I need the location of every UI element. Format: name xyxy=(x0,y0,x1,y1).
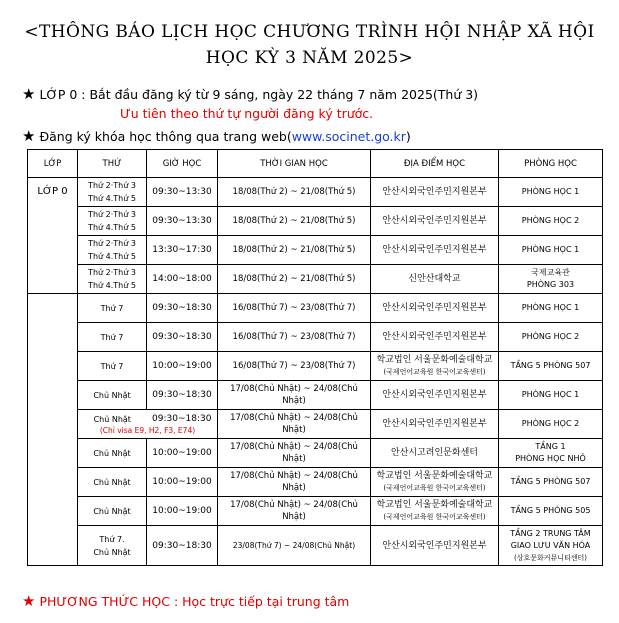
period-cell: 17/08(Chủ Nhật) ~ 24/08(Chủ Nhật) xyxy=(218,468,371,497)
header-day: THỨ xyxy=(78,150,147,178)
room-cell: PHÒNG HỌC 1 xyxy=(499,381,603,410)
room-line: PHÒNG 303 xyxy=(526,280,575,289)
day-line: Thứ 4.Thứ 5 xyxy=(88,252,136,261)
period-cell: 18/08(Thứ 2) ~ 21/08(Thứ 5) xyxy=(218,265,371,294)
location-line: 학교법인 서울문화예술대학교 xyxy=(376,500,493,510)
day-time-wrap xyxy=(78,413,217,426)
period-cell: 17/08(Chủ Nhật) ~ 24/08(Chủ Nhật) xyxy=(218,410,371,439)
day-cell: Chủ Nhật xyxy=(93,414,131,424)
period-cell: 16/08(Thứ 7) ~ 23/08(Thứ 7) xyxy=(218,294,371,323)
period-cell: 23/08(Thứ 7) ~ 24/08(Chủ Nhật) xyxy=(218,526,371,566)
time-cell: 14:00~18:00 xyxy=(147,265,218,294)
room-cell: PHÒNG HỌC 1 xyxy=(499,178,603,207)
time-cell: 09:30~18:30 xyxy=(152,413,212,424)
header-location: ĐỊA ĐIỂM HỌC xyxy=(371,150,499,178)
table-row xyxy=(28,352,603,381)
notice-class0-text: LỚP 0 : Bắt đầu đăng ký từ 9 sáng, ngày 22 tháng 7 năm 2025(Thứ 3) xyxy=(39,87,479,102)
location-line: 학교법인 서울문화예술대학교 xyxy=(376,355,493,365)
location-cell xyxy=(371,468,499,497)
room-line: GIAO LƯU VĂN HÓA xyxy=(510,540,591,550)
location-cell: 안산시외국인주민지원본부 xyxy=(371,294,499,323)
class-cell: LỚP 0 xyxy=(28,178,78,294)
location-line: (국제언어교육원 한국어교육센터) xyxy=(383,368,486,376)
day-line: Thứ 2·Thứ 3 xyxy=(88,181,136,190)
table-row xyxy=(28,236,603,265)
class-cell-continued xyxy=(28,294,78,566)
day-cell xyxy=(78,265,147,294)
room-cell: PHÒNG HỌC 2 xyxy=(499,410,603,439)
day-line: Thứ 4.Thứ 5 xyxy=(88,194,136,203)
location-cell: 신안산대학교 xyxy=(371,265,499,294)
day-line: Thứ 4.Thứ 5 xyxy=(88,281,136,290)
day-cell: Thứ 7 xyxy=(78,352,147,381)
location-cell: 안산시고려인문화센터 xyxy=(371,439,499,468)
notice-register-text: Đăng ký khóa học thông qua trang web( xyxy=(39,129,292,144)
day-line: Thứ 2·Thứ 3 xyxy=(88,210,136,219)
day-cell xyxy=(78,207,147,236)
header-period: THỜI GIAN HỌC xyxy=(218,150,371,178)
day-line: Thứ 2·Thứ 3 xyxy=(88,268,136,277)
location-line: (국제언어교육원 한국어교육센터) xyxy=(383,484,486,492)
period-cell: 17/08(Chủ Nhật) ~ 24/08(Chủ Nhật) xyxy=(218,497,371,526)
room-cell: TẦNG 5 PHÒNG 505 xyxy=(499,497,603,526)
period-cell: 18/08(Thứ 2) ~ 21/08(Thứ 5) xyxy=(218,178,371,207)
table-row xyxy=(28,410,603,439)
day-cell xyxy=(78,526,147,566)
day-cell: Chủ Nhật xyxy=(78,439,147,468)
table-row xyxy=(28,439,603,468)
time-cell: 09:30~13:30 xyxy=(147,207,218,236)
day-time-cell xyxy=(78,410,218,439)
table-row xyxy=(28,178,603,207)
table-row xyxy=(28,381,603,410)
day-cell xyxy=(78,236,147,265)
room-cell: TẦNG 5 PHÒNG 507 xyxy=(499,352,603,381)
table-row xyxy=(28,265,603,294)
location-cell xyxy=(371,352,499,381)
room-cell: PHÒNG HỌC 2 xyxy=(499,323,603,352)
notice-priority: Ưu tiên theo thứ tự người đăng ký trước. xyxy=(120,106,374,121)
room-line: 국제교육관 xyxy=(531,268,570,277)
room-cell xyxy=(499,526,603,566)
time-cell: 13:30~17:30 xyxy=(147,236,218,265)
notice-register-suffix: ) xyxy=(405,129,411,144)
study-method-text: PHƯƠNG THỨC HỌC : Học trực tiếp tại trung tâm xyxy=(39,594,350,609)
period-cell: 17/08(Chủ Nhật) ~ 24/08(Chủ Nhật) xyxy=(218,381,371,410)
notice-register xyxy=(22,127,411,145)
day-cell xyxy=(78,178,147,207)
star-icon: ★ xyxy=(22,592,36,610)
period-cell: 16/08(Thứ 7) ~ 23/08(Thứ 7) xyxy=(218,352,371,381)
time-cell: 10:00~19:00 xyxy=(147,352,218,381)
time-cell: 09:30~18:30 xyxy=(147,294,218,323)
time-cell: 09:30~18:30 xyxy=(147,381,218,410)
room-line: TẦNG 1 xyxy=(535,442,566,451)
room-cell xyxy=(499,439,603,468)
location-line: (국제언어교육원 한국어교육센터) xyxy=(383,513,486,521)
table-header-row xyxy=(28,150,603,178)
location-cell: 안산시외국인주민지원본부 xyxy=(371,526,499,566)
time-cell: 09:30~13:30 xyxy=(147,178,218,207)
day-line: Chủ Nhật xyxy=(93,547,131,557)
time-cell: 10:00~19:00 xyxy=(147,497,218,526)
header-class: LỚP xyxy=(28,150,78,178)
title-line-2: HỌC KỲ 3 NĂM 2025> xyxy=(205,48,414,68)
title-line-1: <THÔNG BÁO LỊCH HỌC CHƯƠNG TRÌNH HỘI NHẬP XÃ HỘI xyxy=(24,22,595,42)
room-cell: PHÒNG HỌC 1 xyxy=(499,236,603,265)
star-icon: ★ xyxy=(22,85,36,103)
table-row xyxy=(28,323,603,352)
location-cell: 안산시외국인주민지원본부 xyxy=(371,410,499,439)
period-cell: 16/08(Thứ 7) ~ 23/08(Thứ 7) xyxy=(218,323,371,352)
room-line: (상호문화커뮤니티센터) xyxy=(513,553,588,562)
period-cell: 18/08(Thứ 2) ~ 21/08(Thứ 5) xyxy=(218,236,371,265)
day-line: Thứ 2·Thứ 3 xyxy=(88,239,136,248)
day-cell: Thứ 7 xyxy=(78,294,147,323)
location-cell xyxy=(371,497,499,526)
table-row xyxy=(28,468,603,497)
day-cell: Chủ Nhật xyxy=(78,468,147,497)
star-icon: ★ xyxy=(22,127,36,145)
schedule-table xyxy=(27,149,603,566)
header-time: GIỜ HỌC xyxy=(147,150,218,178)
table-row xyxy=(28,526,603,566)
room-cell: TẦNG 5 PHÒNG 507 xyxy=(499,468,603,497)
day-cell: Thứ 7 xyxy=(78,323,147,352)
location-cell: 안산시외국인주민지원본부 xyxy=(371,207,499,236)
location-cell: 안산시외국인주민지원본부 xyxy=(371,381,499,410)
room-cell: PHÒNG HỌC 1 xyxy=(499,294,603,323)
time-cell: 09:30~18:30 xyxy=(147,526,218,566)
time-cell: 10:00~19:00 xyxy=(147,468,218,497)
table-row xyxy=(28,497,603,526)
header-room: PHÒNG HỌC xyxy=(499,150,603,178)
location-cell: 안산시외국인주민지원본부 xyxy=(371,178,499,207)
room-line: TẦNG 2 TRUNG TÂM xyxy=(510,528,591,538)
room-cell xyxy=(499,265,603,294)
study-method xyxy=(22,592,349,610)
day-cell: Chủ Nhật xyxy=(78,497,147,526)
time-cell: 09:30~18:30 xyxy=(147,323,218,352)
room-cell: PHÒNG HỌC 2 xyxy=(499,207,603,236)
table-row xyxy=(28,294,603,323)
time-cell: 10:00~19:00 xyxy=(147,439,218,468)
website-link[interactable]: www.socinet.go.kr xyxy=(291,129,406,144)
day-cell: Chủ Nhật xyxy=(78,381,147,410)
notice-class0 xyxy=(22,85,478,103)
visa-note: (Chỉ visa E9, H2, F3, E74) xyxy=(99,425,196,435)
room-line: PHÒNG HỌC NHỎ xyxy=(515,454,586,463)
location-line: 학교법인 서울문화예술대학교 xyxy=(376,471,493,481)
location-cell: 안산시외국인주민지원본부 xyxy=(371,236,499,265)
location-cell: 안산시외국인주민지원본부 xyxy=(371,323,499,352)
period-cell: 17/08(Chủ Nhật) ~ 24/08(Chủ Nhật) xyxy=(218,439,371,468)
table-row xyxy=(28,207,603,236)
day-line: Thứ 4.Thứ 5 xyxy=(88,223,136,232)
period-cell: 18/08(Thứ 2) ~ 21/08(Thứ 5) xyxy=(218,207,371,236)
day-line: Thứ 7. xyxy=(99,534,125,544)
